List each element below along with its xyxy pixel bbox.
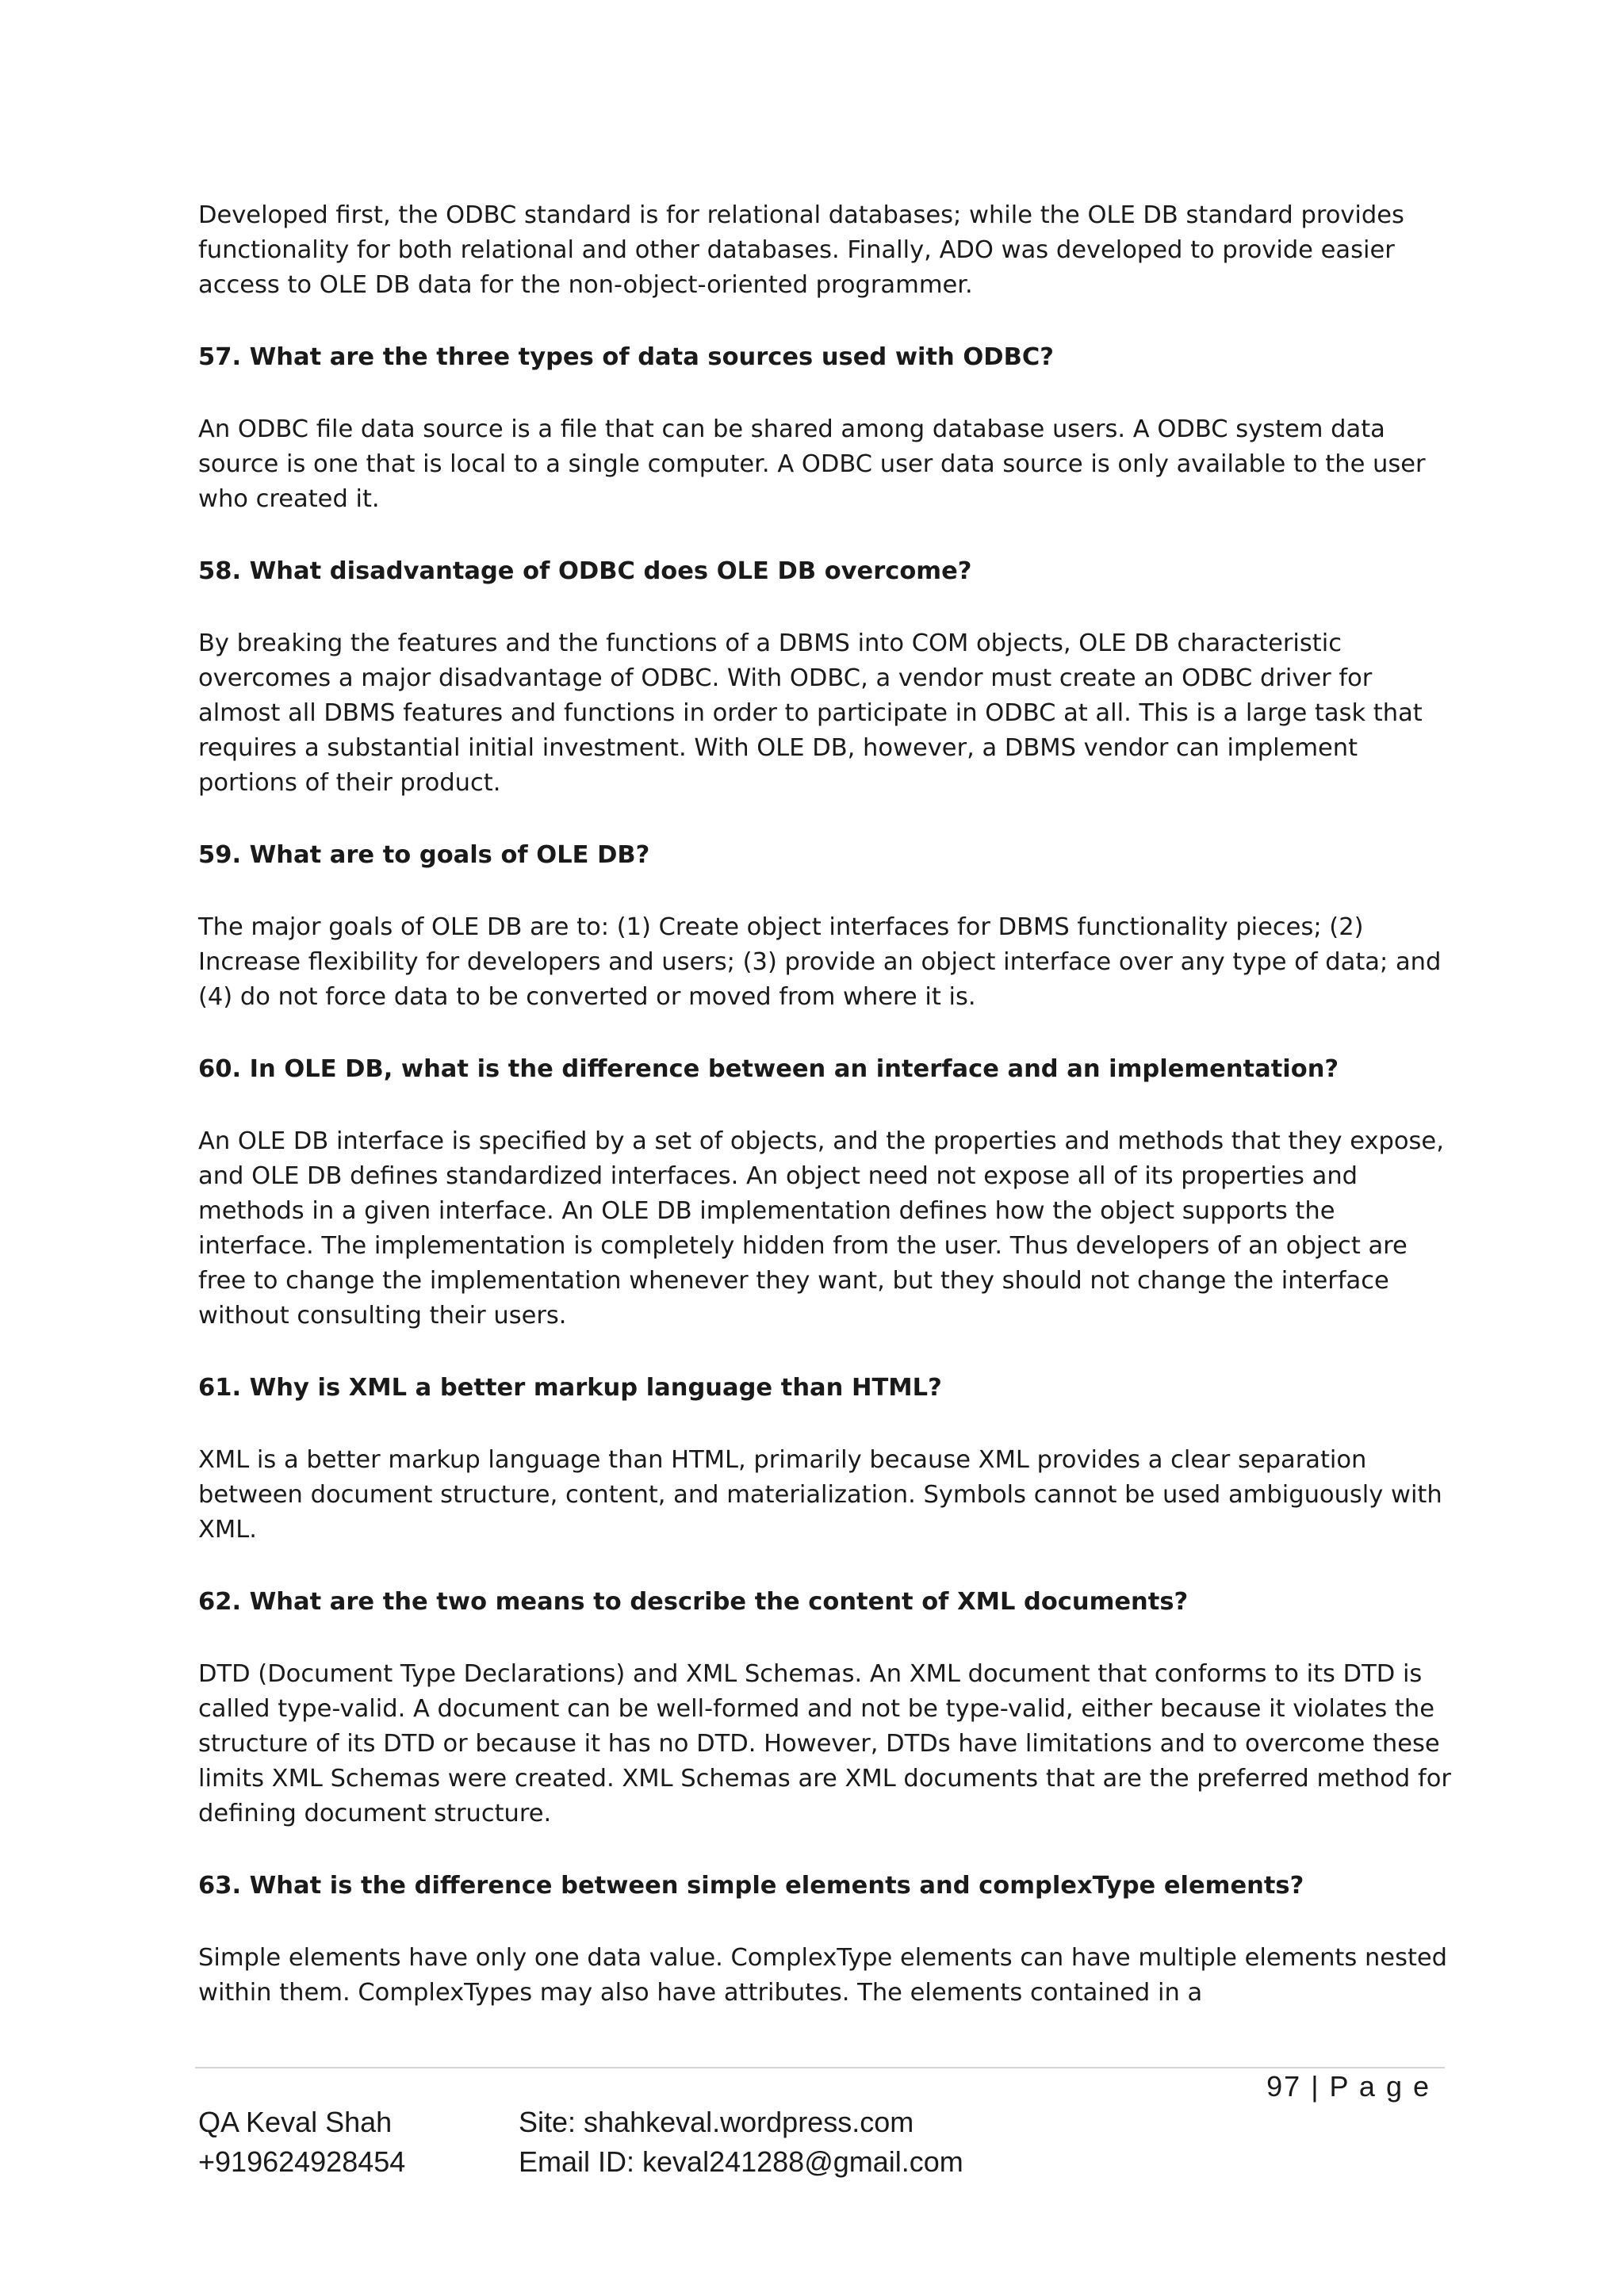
footer-row-2 [198,2142,963,2182]
footer-site: Site: shahkeval.wordpress.com [519,2106,914,2138]
question-57: 57. What are the three types of data sources used with ODBC? [198,343,1054,371]
answer-59: The major goals of OLE DB are to: (1) Create object interfaces for DBMS functionality pieces; (2) Increase flexibility for developers and users; (3) provide an object interface over any type of data; and (4) do not force data to be converted or moved from where it is. [198,913,1442,1011]
footer [198,2103,963,2182]
answer-63: Simple elements have only one data value. ComplexType elements can have multiple elements nested within them. ComplexTypes may also have attributes. The elements contained in a [198,1944,1448,2007]
intro-paragraph: Developed first, the ODBC standard is for relational databases; while the OLE DB standard provides functionality for both relational and other databases. Finally, ADO was developed to provide easier access to OLE DB data for the non-object-oriented programmer. [198,201,1404,299]
page-number: 97 | P a g e [1266,2070,1431,2103]
answer-57: An ODBC file data source is a file that can be shared among database users. A ODBC system data source is one that is local to a single computer. A ODBC user data source is only available to the user who created it. [198,415,1426,513]
question-59: 59. What are to goals of OLE DB? [198,841,650,869]
footer-row-1 [198,2103,963,2142]
question-60: 60. In OLE DB, what is the difference between an interface and an implementation? [198,1055,1339,1083]
footer-divider [195,2067,1445,2068]
footer-author: QA Keval Shah [198,2106,393,2138]
answer-62: DTD (Document Type Declarations) and XML Schemas. An XML document that conforms to its DTD is called type-valid. A document can be well-formed and not be type-valid, either because it violates the structure of its DTD or because it has no DTD. However, DTDs have limitations and to overcome these limits XML Schemas were created. XML Schemas are XML documents that are the preferred method for defining document structure. [198,1660,1451,1827]
answer-60: An OLE DB interface is specified by a set of objects, and the properties and methods that they expose, and OLE DB defines standardized interfaces. An object need not expose all of its properties and methods in a given interface. An OLE DB implementation defines how the object supports the interface. The implementation is completely hidden from the user. Thus developers of an object are free to change the implementation whenever they want, but they should not change the interface without consulting their users. [198,1127,1444,1330]
footer-email: Email ID: keval241288@gmail.com [519,2145,963,2178]
answer-61: XML is a better markup language than HTML, primarily because XML provides a clear separation between document structure, content, and materialization. Symbols cannot be used ambiguously with XML. [198,1446,1442,1544]
question-62: 62. What are the two means to describe the content of XML documents? [198,1588,1189,1616]
question-61: 61. Why is XML a better markup language than HTML? [198,1374,942,1402]
answer-58: By breaking the features and the functions of a DBMS into COM objects, OLE DB characteristic overcomes a major disadvantage of ODBC. With ODBC, a vendor must create an ODBC driver for almost all DBMS features and functions in order to participate in ODBC at all. This is a large task that requires a substantial initial investment. With OLE DB, however, a DBMS vendor can implement portions of their product. [198,629,1423,797]
footer-phone: +919624928454 [198,2145,406,2178]
question-63: 63. What is the difference between simple elements and complexType elements? [198,1872,1304,1900]
question-58: 58. What disadvantage of ODBC does OLE DB overcome? [198,557,972,585]
page-content [198,198,1451,2011]
